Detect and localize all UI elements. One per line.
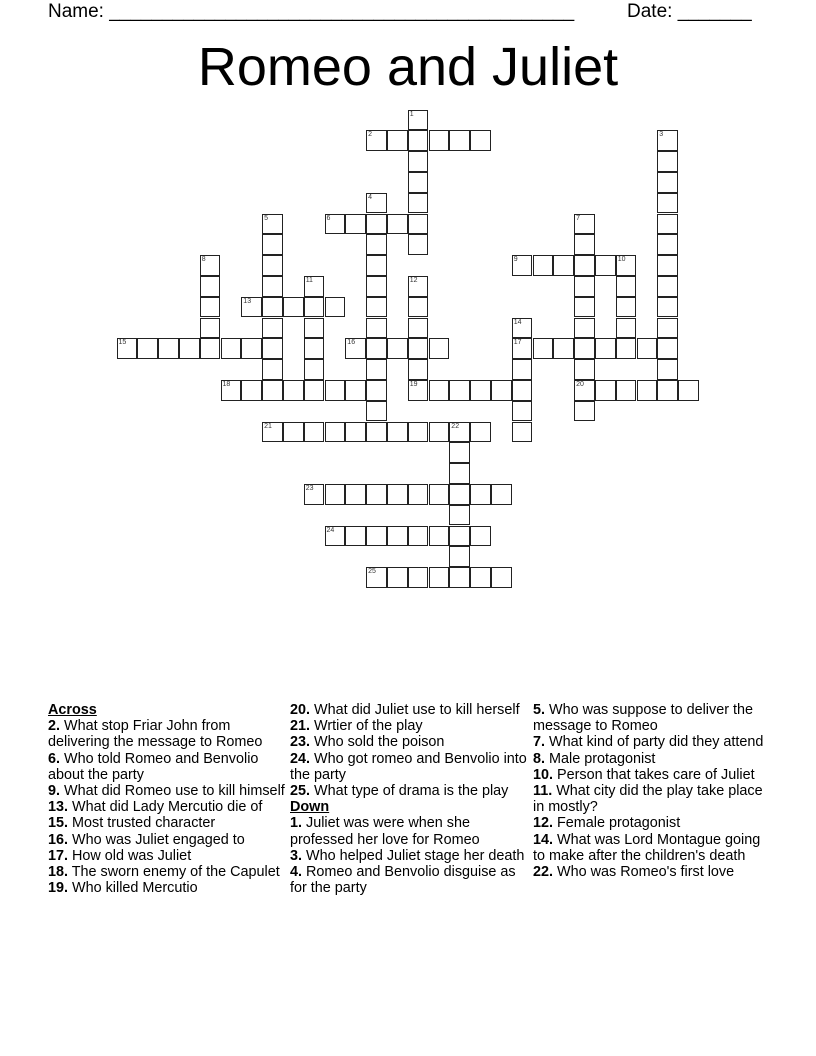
clue-text: Who killed Mercutio <box>72 880 198 897</box>
clue-number: 19. <box>48 880 69 897</box>
grid-cell[interactable] <box>283 422 304 443</box>
grid-cell[interactable] <box>408 214 429 235</box>
grid-cell[interactable] <box>366 234 387 255</box>
clue-number: 9 <box>513 256 518 264</box>
clue-number: 25. <box>290 783 311 800</box>
grid-cell[interactable] <box>574 359 595 380</box>
page-title: Romeo and Juliet <box>197 37 619 97</box>
grid-cell[interactable] <box>429 484 450 505</box>
clue-text: What kind of party did they attend <box>549 734 764 751</box>
clue-text: Most trusted character <box>72 815 216 832</box>
clue-text: What city did the play take place in mostly? <box>533 783 763 816</box>
across-clue <box>48 783 286 799</box>
across-clue <box>290 702 528 718</box>
grid-cell[interactable] <box>262 234 283 255</box>
clue-column-1 <box>48 702 286 896</box>
down-clue <box>533 783 771 815</box>
grid-cell[interactable] <box>325 214 346 235</box>
grid-cell[interactable] <box>657 359 678 380</box>
grid-cell[interactable] <box>678 380 699 401</box>
grid-cell[interactable] <box>366 318 387 339</box>
down-heading: Down <box>290 799 330 816</box>
grid-cell[interactable] <box>657 255 678 276</box>
clue-number: 6 <box>326 214 331 222</box>
grid-cell[interactable] <box>345 422 366 443</box>
grid-cell[interactable] <box>657 214 678 235</box>
date-field[interactable]: Date: _______ <box>627 1 752 22</box>
clue-number: 23 <box>305 484 314 492</box>
grid-cell[interactable] <box>408 359 429 380</box>
grid-cell[interactable] <box>304 422 325 443</box>
grid-cell[interactable] <box>262 297 283 318</box>
grid-cell[interactable] <box>262 338 283 359</box>
clue-text: Male protagonist <box>549 750 656 767</box>
grid-cell[interactable] <box>449 546 470 567</box>
across-clue <box>290 718 528 734</box>
grid-cell[interactable] <box>449 130 470 151</box>
grid-cell[interactable] <box>304 359 325 380</box>
grid-cell[interactable] <box>429 567 450 588</box>
grid-cell[interactable] <box>325 526 346 547</box>
clue-number: 14 <box>513 318 522 326</box>
grid-cell[interactable] <box>574 338 595 359</box>
clue-number: 4. <box>290 864 303 881</box>
clue-number: 22. <box>533 864 554 881</box>
clue-number: 9. <box>48 783 61 800</box>
grid-cell[interactable] <box>200 338 221 359</box>
grid-cell[interactable] <box>657 193 678 214</box>
clue-text: What did Romeo use to kill himself <box>64 783 285 800</box>
grid-cell[interactable] <box>657 297 678 318</box>
grid-cell[interactable] <box>470 380 491 401</box>
grid-cell[interactable] <box>387 567 408 588</box>
grid-cell[interactable] <box>616 255 637 276</box>
clue-number: 18 <box>222 380 231 388</box>
grid-cell[interactable] <box>366 297 387 318</box>
grid-cell[interactable] <box>429 526 450 547</box>
across-clue <box>290 734 528 750</box>
clue-number: 7 <box>576 214 580 222</box>
grid-cell[interactable] <box>595 338 616 359</box>
clue-text: Who told Romeo and Benvolio about the party <box>48 750 259 783</box>
grid-cell[interactable] <box>366 484 387 505</box>
grid-cell[interactable] <box>325 422 346 443</box>
clue-text: The sworn enemy of the Capulet <box>71 864 280 881</box>
grid-cell[interactable] <box>616 338 637 359</box>
grid-cell[interactable] <box>366 567 387 588</box>
clue-number: 2. <box>48 718 61 735</box>
clue-text: Person that takes care of Juliet <box>557 766 755 783</box>
clue-number: 5 <box>264 214 268 222</box>
grid-cell[interactable] <box>637 380 658 401</box>
grid-cell[interactable] <box>408 172 429 193</box>
grid-cell[interactable] <box>304 484 325 505</box>
clue-number: 1 <box>409 110 414 118</box>
clue-number: 15 <box>118 339 127 347</box>
grid-cell[interactable] <box>366 255 387 276</box>
grid-cell[interactable] <box>262 318 283 339</box>
grid-cell[interactable] <box>512 401 533 422</box>
grid-cell[interactable] <box>366 130 387 151</box>
clue-number: 14. <box>533 831 554 848</box>
down-clue <box>290 864 528 896</box>
grid-cell[interactable] <box>408 338 429 359</box>
across-clue <box>48 832 286 848</box>
grid-cell[interactable] <box>533 338 554 359</box>
clue-text: Wrtier of the play <box>314 718 423 735</box>
clue-number: 12 <box>409 276 418 284</box>
grid-cell[interactable] <box>657 318 678 339</box>
grid-cell[interactable] <box>637 338 658 359</box>
grid-cell[interactable] <box>304 380 325 401</box>
across-clue <box>290 783 528 799</box>
clue-text: Who helped Juliet stage her death <box>306 847 525 864</box>
grid-cell[interactable] <box>408 484 429 505</box>
grid-cell[interactable] <box>657 276 678 297</box>
clue-text: Who was Romeo's first love <box>557 864 735 881</box>
across-clue <box>48 864 286 880</box>
grid-cell[interactable] <box>137 338 158 359</box>
grid-cell[interactable] <box>304 318 325 339</box>
grid-cell[interactable] <box>574 276 595 297</box>
grid-cell[interactable] <box>449 505 470 526</box>
clue-number: 1. <box>290 815 303 832</box>
grid-cell[interactable] <box>449 463 470 484</box>
grid-cell[interactable] <box>657 380 678 401</box>
clue-text: How old was Juliet <box>72 847 192 864</box>
clue-number: 8 <box>201 256 206 264</box>
grid-cell[interactable] <box>345 526 366 547</box>
grid-cell[interactable] <box>657 151 678 172</box>
clue-number: 10 <box>617 256 626 264</box>
clue-number: 22 <box>451 422 460 430</box>
grid-cell[interactable] <box>470 130 491 151</box>
grid-cell[interactable] <box>512 318 533 339</box>
grid-cell[interactable] <box>262 276 283 297</box>
grid-cell[interactable] <box>408 526 429 547</box>
grid-cell[interactable] <box>429 338 450 359</box>
clue-number: 20. <box>290 702 311 718</box>
grid-cell[interactable] <box>200 255 221 276</box>
grid-cell[interactable] <box>387 422 408 443</box>
grid-cell[interactable] <box>345 338 366 359</box>
clue-number: 8. <box>533 750 546 767</box>
clue-number: 11. <box>533 783 553 800</box>
grid-cell[interactable] <box>345 484 366 505</box>
grid-cell[interactable] <box>429 422 450 443</box>
clue-number: 12. <box>533 815 554 832</box>
clue-number: 6. <box>48 750 61 767</box>
grid-cell[interactable] <box>470 484 491 505</box>
name-field[interactable]: Name: ____________________________________________ <box>48 1 575 22</box>
grid-cell[interactable] <box>221 338 242 359</box>
clue-number: 2 <box>368 131 372 139</box>
clue-number: 17. <box>48 847 69 864</box>
grid-cell[interactable] <box>158 338 179 359</box>
grid-cell[interactable] <box>449 567 470 588</box>
grid-cell[interactable] <box>449 484 470 505</box>
clue-number: 25 <box>368 568 376 576</box>
grid-cell[interactable] <box>200 276 221 297</box>
grid-cell[interactable] <box>512 338 533 359</box>
clue-text: Female protagonist <box>557 815 681 832</box>
grid-cell[interactable] <box>657 234 678 255</box>
clue-text: What type of drama is the play <box>314 783 509 800</box>
grid-cell[interactable] <box>345 380 366 401</box>
clue-text: What did Lady Mercutio die of <box>72 799 263 816</box>
grid-cell[interactable] <box>241 297 262 318</box>
grid-cell[interactable] <box>262 359 283 380</box>
grid-cell[interactable] <box>512 255 533 276</box>
grid-cell[interactable] <box>657 130 678 151</box>
grid-cell[interactable] <box>366 401 387 422</box>
across-clue <box>290 751 528 783</box>
grid-cell[interactable] <box>387 484 408 505</box>
grid-cell[interactable] <box>512 422 533 443</box>
clue-text: Who was suppose to deliver the message to Romeo <box>533 702 753 735</box>
grid-cell[interactable] <box>304 276 325 297</box>
grid-cell[interactable] <box>366 193 387 214</box>
clue-text: Who was Juliet engaged to <box>72 831 245 848</box>
grid-cell[interactable] <box>574 318 595 339</box>
clue-number: 10. <box>533 766 554 783</box>
grid-cell[interactable] <box>491 484 512 505</box>
grid-cell[interactable] <box>616 276 637 297</box>
clue-text: Who got romeo and Benvolio into the party <box>290 750 527 783</box>
grid-cell[interactable] <box>470 422 491 443</box>
clue-number: 4 <box>368 193 372 201</box>
grid-cell[interactable] <box>657 172 678 193</box>
clue-text: What was Lord Montague going to make after the children's death <box>533 831 761 864</box>
clue-text: Romeo and Benvolio disguise as for the party <box>290 864 516 897</box>
grid-cell[interactable] <box>449 526 470 547</box>
clue-number: 5. <box>533 702 546 718</box>
grid-cell[interactable] <box>408 193 429 214</box>
grid-cell[interactable] <box>408 110 429 131</box>
grid-cell[interactable] <box>512 380 533 401</box>
grid-cell[interactable] <box>283 297 304 318</box>
clue-column-3 <box>533 702 771 880</box>
grid-cell[interactable] <box>408 234 429 255</box>
clue-number: 24 <box>326 526 335 534</box>
grid-cell[interactable] <box>408 380 429 401</box>
down-clue <box>533 832 771 864</box>
grid-cell[interactable] <box>574 380 595 401</box>
grid-cell[interactable] <box>657 338 678 359</box>
grid-cell[interactable] <box>470 567 491 588</box>
down-clue <box>533 864 771 880</box>
across-clue <box>48 880 286 896</box>
grid-cell[interactable] <box>408 276 429 297</box>
grid-cell[interactable] <box>366 422 387 443</box>
grid-cell[interactable] <box>429 130 450 151</box>
clue-number: 20 <box>576 380 584 388</box>
grid-cell[interactable] <box>449 422 470 443</box>
clue-column-2 <box>290 702 528 896</box>
grid-cell[interactable] <box>470 526 491 547</box>
grid-cell[interactable] <box>449 380 470 401</box>
grid-cell[interactable] <box>221 380 242 401</box>
clue-text: Who sold the poison <box>314 734 445 751</box>
down-clue <box>290 815 528 847</box>
clue-number: 3 <box>659 131 664 139</box>
grid-cell[interactable] <box>574 255 595 276</box>
clue-text: What stop Friar John from delivering the message to Romeo <box>48 718 263 751</box>
grid-cell[interactable] <box>574 234 595 255</box>
clue-number: 19 <box>409 380 418 388</box>
across-clue <box>48 799 286 815</box>
grid-cell[interactable] <box>553 338 574 359</box>
grid-cell[interactable] <box>574 297 595 318</box>
down-clue <box>533 702 771 734</box>
clue-number: 7. <box>533 734 546 751</box>
grid-cell[interactable] <box>200 318 221 339</box>
clue-number: 13 <box>243 297 252 305</box>
clue-number: 21 <box>264 422 272 430</box>
grid-cell[interactable] <box>616 380 637 401</box>
clue-number: 13. <box>48 799 69 816</box>
grid-cell[interactable] <box>387 214 408 235</box>
grid-cell[interactable] <box>512 359 533 380</box>
clue-number: 11 <box>305 276 313 284</box>
grid-cell[interactable] <box>366 359 387 380</box>
grid-cell[interactable] <box>574 214 595 235</box>
clue-number: 3. <box>290 847 303 864</box>
clue-number: 21. <box>290 718 311 735</box>
grid-cell[interactable] <box>595 380 616 401</box>
grid-cell[interactable] <box>408 130 429 151</box>
grid-cell[interactable] <box>491 567 512 588</box>
down-clue <box>533 815 771 831</box>
grid-cell[interactable] <box>366 380 387 401</box>
grid-cell[interactable] <box>325 380 346 401</box>
grid-cell[interactable] <box>345 214 366 235</box>
grid-cell[interactable] <box>408 297 429 318</box>
grid-cell[interactable] <box>241 338 262 359</box>
clue-number: 24. <box>290 750 311 767</box>
clue-number: 23. <box>290 734 311 751</box>
down-clue <box>533 767 771 783</box>
clue-number: 16 <box>347 339 356 347</box>
grid-cell[interactable] <box>325 484 346 505</box>
grid-cell[interactable] <box>179 338 200 359</box>
grid-cell[interactable] <box>366 338 387 359</box>
across-clue <box>48 718 286 750</box>
grid-cell[interactable] <box>366 276 387 297</box>
down-clue <box>533 734 771 750</box>
grid-cell[interactable] <box>595 255 616 276</box>
grid-cell[interactable] <box>262 380 283 401</box>
grid-cell[interactable] <box>241 380 262 401</box>
across-clue <box>48 751 286 783</box>
grid-cell[interactable] <box>325 297 346 318</box>
grid-cell[interactable] <box>616 297 637 318</box>
down-clue <box>290 848 528 864</box>
down-clue <box>533 751 771 767</box>
grid-cell[interactable] <box>491 380 512 401</box>
across-clue <box>48 815 286 831</box>
grid-cell[interactable] <box>387 338 408 359</box>
grid-cell[interactable] <box>449 442 470 463</box>
grid-cell[interactable] <box>304 297 325 318</box>
clue-number: 17 <box>513 339 522 347</box>
grid-cell[interactable] <box>200 297 221 318</box>
across-clue <box>48 848 286 864</box>
grid-cell[interactable] <box>262 255 283 276</box>
grid-cell[interactable] <box>262 422 283 443</box>
grid-cell[interactable] <box>574 401 595 422</box>
grid-cell[interactable] <box>387 130 408 151</box>
grid-cell[interactable] <box>616 318 637 339</box>
clue-number: 15. <box>48 815 69 832</box>
grid-cell[interactable] <box>283 380 304 401</box>
grid-cell[interactable] <box>387 526 408 547</box>
grid-cell[interactable] <box>366 526 387 547</box>
grid-cell[interactable] <box>117 338 138 359</box>
grid-cell[interactable] <box>304 338 325 359</box>
grid-cell[interactable] <box>429 380 450 401</box>
clue-text: What did Juliet use to kill herself <box>314 702 520 718</box>
grid-cell[interactable] <box>553 255 574 276</box>
grid-cell[interactable] <box>262 214 283 235</box>
grid-cell[interactable] <box>408 318 429 339</box>
grid-cell[interactable] <box>366 214 387 235</box>
clue-number: 16. <box>48 831 69 848</box>
grid-cell[interactable] <box>408 422 429 443</box>
across-heading: Across <box>48 702 97 718</box>
clue-number: 18. <box>48 864 69 881</box>
clue-text: Juliet was were when she professed her love for Romeo <box>290 815 480 848</box>
grid-cell[interactable] <box>408 151 429 172</box>
grid-cell[interactable] <box>408 567 429 588</box>
grid-cell[interactable] <box>533 255 554 276</box>
